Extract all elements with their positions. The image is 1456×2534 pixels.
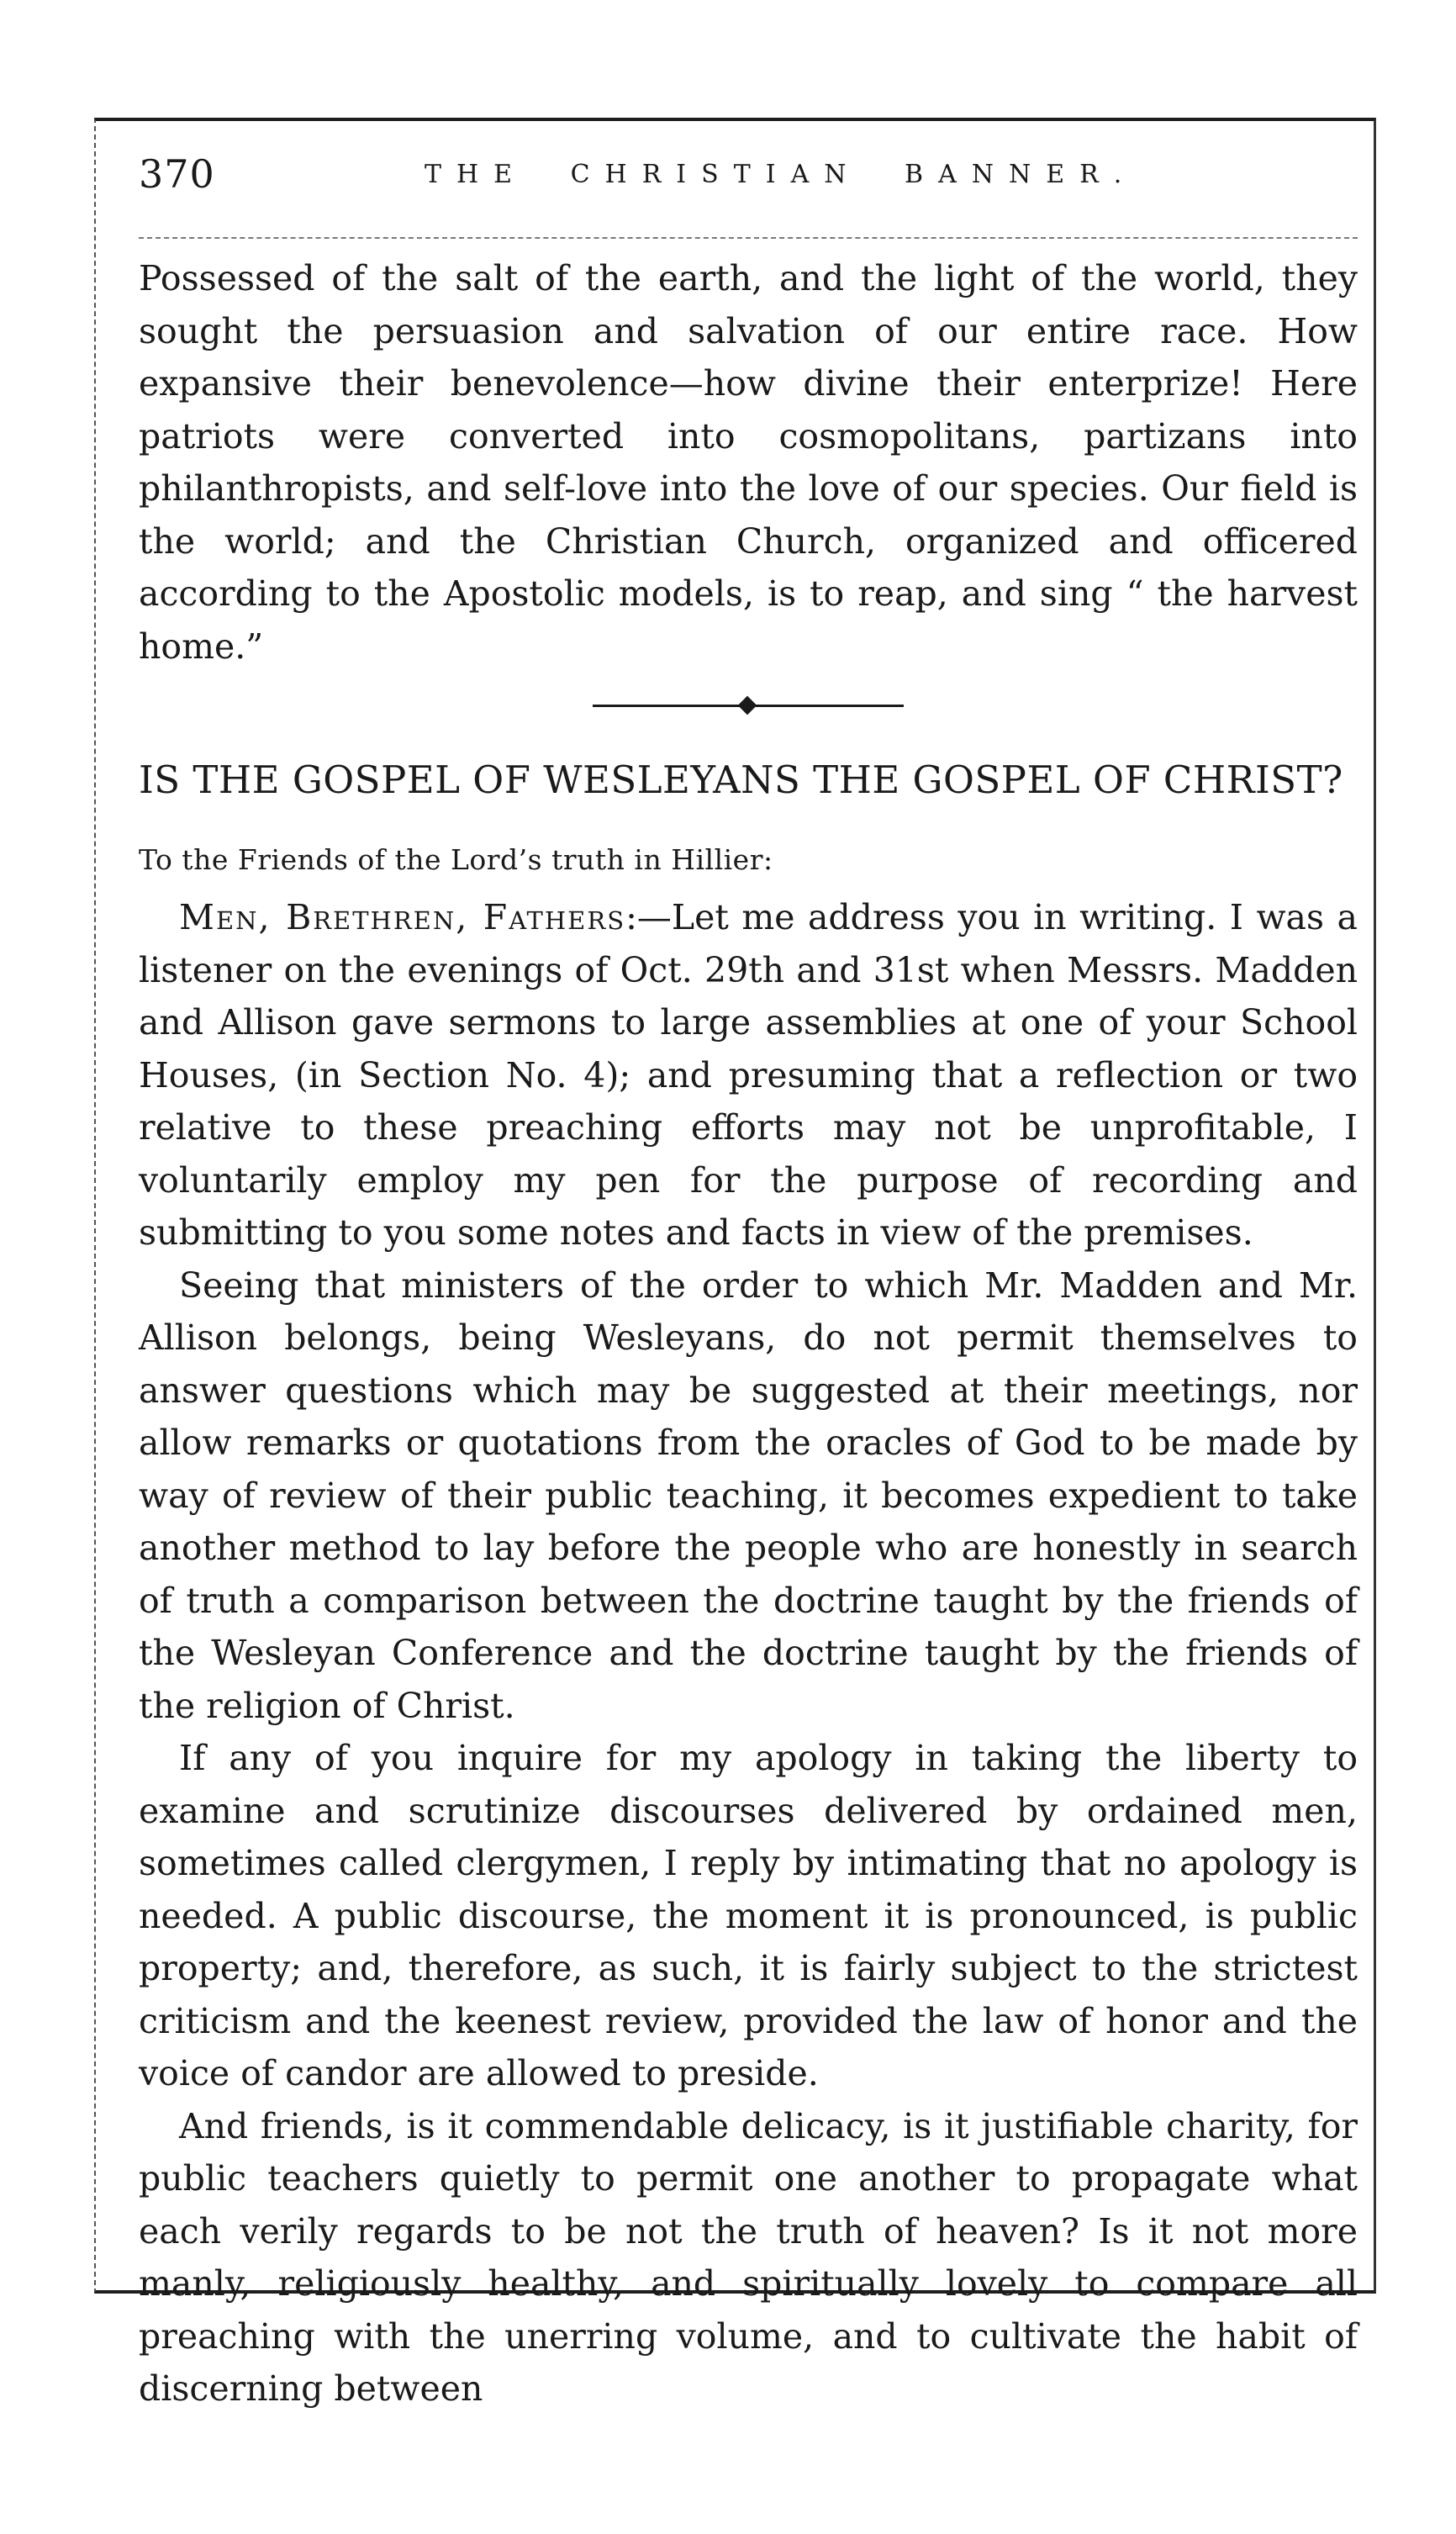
page-number: 370 [139,151,215,197]
continued-paragraph: Possessed of the salt of the earth, and the light of the world, they sought the persuasion and salvation of our entire race. How expansive their benevolence—how divine their enterprize! Here patriots were converted into cosmopolitans, partizans into philanthropists, and self-love into the love of our species. Our field is the world; and the Christian Church, organized and officered according to the Apostolic models, is to reap, and sing “ the harvest home.” [139,258,1358,667]
page-body [139,252,1358,2415]
article-title: IS THE GOSPEL OF WESLEYANS THE GOSPEL OF CHRIST? [139,758,1343,802]
paragraph-3: If any of you inquire for my apology in taking the liberty to examine and scrutinize discourses delivered by ordained men, sometimes called clergymen, I reply by intimating that no apology is needed. A public discourse, the moment it is pronounced, is public property; and, therefore, as such, it is fairly subject to the strictest criticism and the keenest review, provided the law of honor and the voice of candor are allowed to preside. [139,1738,1358,2093]
paragraph-1 [139,891,1358,1259]
paragraph-1-text: :—Let me address you in writing. I was a listener on the evenings of Oct. 29th and 31st when Messrs. Madden and Allison gave sermons to large assemblies at one of your School Houses, (in Section No. 4); and presuming that a reflection or two relative to these preaching efforts may not be unprofitable, I voluntarily employ my pen for the purpose of recording and submitting to you some notes and facts in view of the premises. [139,897,1358,1253]
paragraph-2: Seeing that ministers of the order to which Mr. Madden and Mr. Allison belongs, being Wesleyans, do not permit themselves to answer questions which may be suggested at their meetings, nor allow remarks or quotations from the oracles of God to be made by way of review of their public teaching, it becomes expedient to take another method to lay before the people who are honestly in search of truth a comparison between the doctrine taught by the friends of the Wesleyan Conference and the doctrine taught by the friends of the religion of Christ. [139,1264,1358,1726]
salutation: To the Friends of the Lord’s truth in Hillier: [139,843,773,876]
paragraph-4: And friends, is it commendable delicacy, is it justifiable charity, for public teachers quietly to permit one another to propagate what each verily regards to be not the truth of heaven? Is it not more manly, religiously healthy, and spiritually lovely to compare all preaching with the unerring volume, and to cultivate the habit of discerning between [139,2105,1358,2409]
separator-ornament [738,696,757,715]
journal-title: THE CHRISTIAN BANNER. [425,160,1137,189]
section-separator [139,673,1358,740]
running-head [139,151,1349,219]
header-rule [139,237,1358,239]
address-opening: Men, Brethren, Fathers [179,897,626,937]
